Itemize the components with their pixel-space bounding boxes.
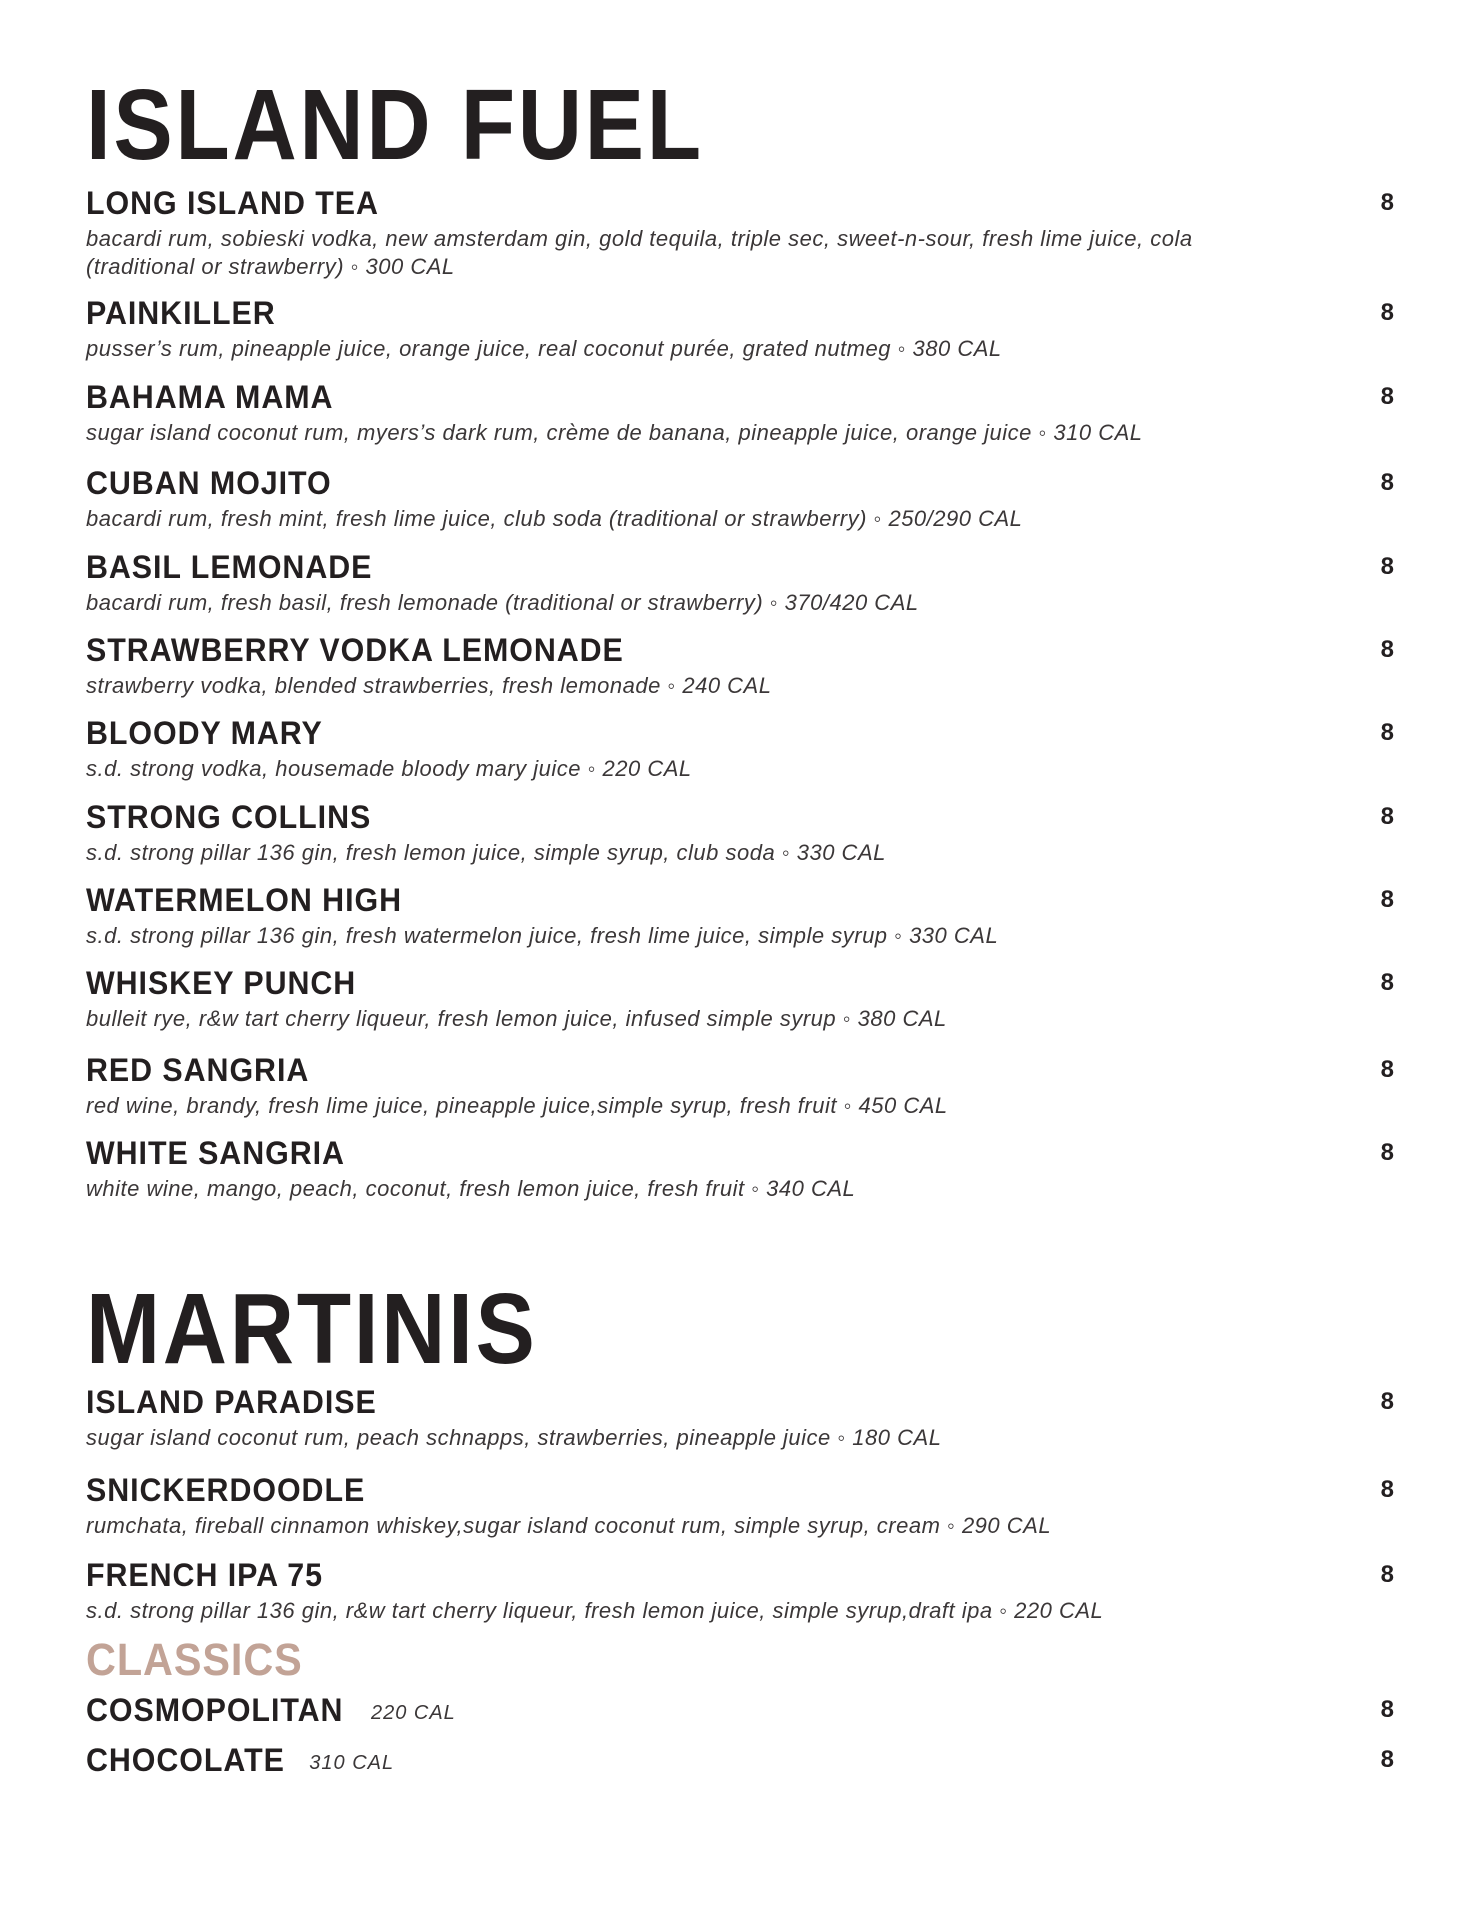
menu-item xyxy=(86,1135,1394,1203)
item-description: s.d. strong pillar 136 gin, fresh watermelon juice, fresh lime juice, simple syrup ◦ 330 CAL xyxy=(86,923,999,948)
item-price: 8 xyxy=(1380,469,1394,496)
menu-item xyxy=(86,465,1394,533)
menu-item xyxy=(86,715,1394,783)
item-description: sugar island coconut rum, peach schnapps, strawberries, pineapple juice ◦ 180 CAL xyxy=(86,1425,942,1450)
item-price: 8 xyxy=(1380,886,1394,913)
item-description: bacardi rum, fresh basil, fresh lemonade (traditional or strawberry) ◦ 370/420 CAL xyxy=(86,590,919,615)
item-price: 8 xyxy=(1380,969,1394,996)
section-title-island-fuel: ISLAND FUEL xyxy=(86,69,704,181)
menu-item xyxy=(86,1384,1394,1452)
item-description: white wine, mango, peach, coconut, fresh lemon juice, fresh fruit ◦ 340 CAL xyxy=(86,1176,856,1201)
item-price: 8 xyxy=(1380,1476,1394,1503)
menu-item xyxy=(86,632,1394,700)
item-price: 8 xyxy=(1380,719,1394,746)
item-name: LONG ISLAND TEA xyxy=(86,185,379,221)
section-title-martinis: MARTINIS xyxy=(86,1273,538,1385)
item-name: CHOCOLATE xyxy=(86,1742,285,1778)
menu-item-classic xyxy=(86,1692,1394,1728)
menu-item xyxy=(86,295,1394,363)
item-price: 8 xyxy=(1380,189,1394,216)
item-description: strawberry vodka, blended strawberries, fresh lemonade ◦ 240 CAL xyxy=(86,673,772,698)
item-name: CUBAN MOJITO xyxy=(86,465,332,501)
menu-item xyxy=(86,185,1394,281)
item-calories: 310 CAL xyxy=(309,1752,395,1774)
item-name: COSMOPOLITAN xyxy=(86,1692,344,1728)
item-name: STRAWBERRY VODKA LEMONADE xyxy=(86,632,624,668)
item-description: s.d. strong pillar 136 gin, r&w tart cherry liqueur, fresh lemon juice, simple syrup,draft ipa ◦ 220 CAL xyxy=(86,1598,1104,1623)
item-name: PAINKILLER xyxy=(86,295,276,331)
item-name: ISLAND PARADISE xyxy=(86,1384,377,1420)
item-name: WHITE SANGRIA xyxy=(86,1135,345,1171)
item-description: bacardi rum, sobieski vodka, new amsterdam gin, gold tequila, triple sec, sweet-n-sour, fresh lime juice, cola (traditional or strawberry) ◦ 300 CAL xyxy=(86,226,1193,279)
item-price: 8 xyxy=(1380,1746,1394,1773)
menu-item xyxy=(86,549,1394,617)
item-description: s.d. strong vodka, housemade bloody mary juice ◦ 220 CAL xyxy=(86,756,692,781)
item-price: 8 xyxy=(1380,636,1394,663)
item-price: 8 xyxy=(1380,1561,1394,1588)
item-price: 8 xyxy=(1380,1056,1394,1083)
item-name: BASIL LEMONADE xyxy=(86,549,373,585)
menu-item xyxy=(86,799,1394,867)
item-name: FRENCH IPA 75 xyxy=(86,1557,324,1593)
item-description: pusser’s rum, pineapple juice, orange juice, real coconut purée, grated nutmeg ◦ 380 CAL xyxy=(86,336,1002,361)
item-name: SNICKERDOODLE xyxy=(86,1472,366,1508)
item-description: rumchata, fireball cinnamon whiskey,sugar island coconut rum, simple syrup, cream ◦ 290 CAL xyxy=(86,1513,1052,1538)
menu-item xyxy=(86,882,1394,950)
menu-item xyxy=(86,965,1394,1033)
item-calories: 220 CAL xyxy=(370,1702,456,1724)
item-description: s.d. strong pillar 136 gin, fresh lemon juice, simple syrup, club soda ◦ 330 CAL xyxy=(86,840,886,865)
item-name: BAHAMA MAMA xyxy=(86,379,334,415)
item-name: WATERMELON HIGH xyxy=(86,882,402,918)
item-price: 8 xyxy=(1380,553,1394,580)
item-price: 8 xyxy=(1380,803,1394,830)
menu-item xyxy=(86,379,1394,447)
item-price: 8 xyxy=(1380,383,1394,410)
item-description: bacardi rum, fresh mint, fresh lime juice, club soda (traditional or strawberry) ◦ 250/290 CAL xyxy=(86,506,1023,531)
item-price: 8 xyxy=(1380,299,1394,326)
item-name: WHISKEY PUNCH xyxy=(86,965,357,1001)
item-description: bulleit rye, r&w tart cherry liqueur, fresh lemon juice, infused simple syrup ◦ 380 CAL xyxy=(86,1006,947,1031)
item-name: BLOODY MARY xyxy=(86,715,323,751)
item-description: red wine, brandy, fresh lime juice, pineapple juice,simple syrup, fresh fruit ◦ 450 CAL xyxy=(86,1093,948,1118)
item-price: 8 xyxy=(1380,1388,1394,1415)
classics-subheader: CLASSICS xyxy=(86,1634,303,1685)
item-price: 8 xyxy=(1380,1139,1394,1166)
menu-item-classic xyxy=(86,1742,1394,1778)
menu-item xyxy=(86,1052,1394,1120)
item-name: RED SANGRIA xyxy=(86,1052,310,1088)
item-description: sugar island coconut rum, myers’s dark rum, crème de banana, pineapple juice, orange juice ◦ 310 CAL xyxy=(86,420,1143,445)
menu-item xyxy=(86,1472,1394,1540)
item-name: STRONG COLLINS xyxy=(86,799,372,835)
menu-item xyxy=(86,1557,1394,1625)
item-price: 8 xyxy=(1380,1696,1394,1723)
